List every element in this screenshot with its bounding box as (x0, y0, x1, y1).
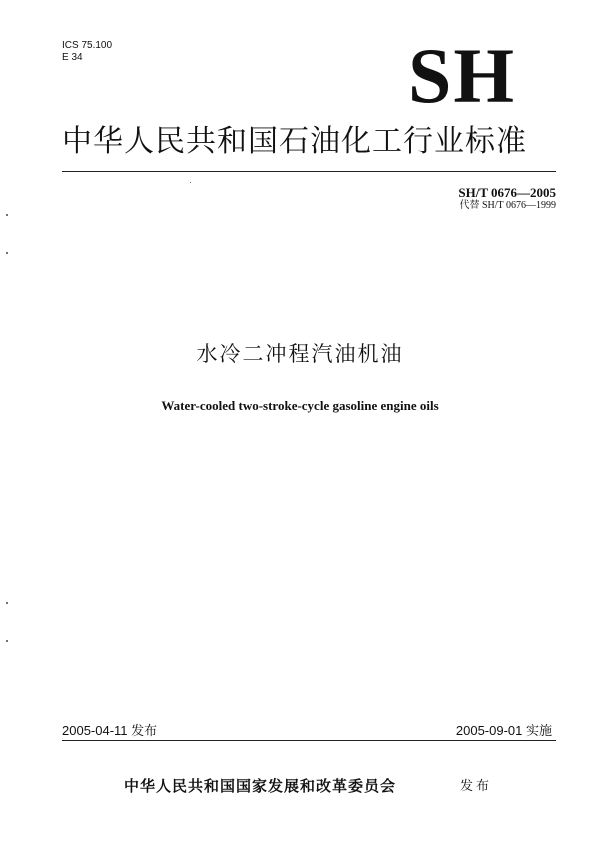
sh-logo: SH (407, 32, 516, 119)
scan-speck (6, 214, 8, 216)
scan-speck (190, 182, 191, 183)
scan-speck (6, 252, 8, 254)
scan-speck (6, 602, 8, 604)
document-title-chinese: 水冷二冲程汽油机油 (196, 342, 404, 366)
replaces-standard: 代替 SH/T 0676—1999 (459, 200, 556, 211)
organization-title: 中华人民共和国石油化工行业标准 (62, 124, 527, 159)
scan-speck (6, 640, 8, 642)
document-title-english: Water-cooled two-stroke-cycle gasoline engine oils (161, 398, 439, 413)
issue-date: 2005-04-11 发布 (62, 723, 158, 738)
issuing-authority: 中华人民共和国国家发展和改革委员会 (124, 777, 397, 795)
classification-codes (62, 40, 112, 64)
category-code: E 34 (62, 52, 83, 63)
ics-code: ICS 75.100 (62, 40, 113, 51)
standard-number: SH/T 0676—2005 (458, 185, 556, 200)
footer-divider (62, 740, 556, 741)
standard-number-block (458, 185, 556, 212)
implementation-date: 2005-09-01 实施 (455, 723, 552, 738)
header-divider (62, 171, 556, 172)
issuing-authority-suffix: 发布 (460, 779, 493, 794)
